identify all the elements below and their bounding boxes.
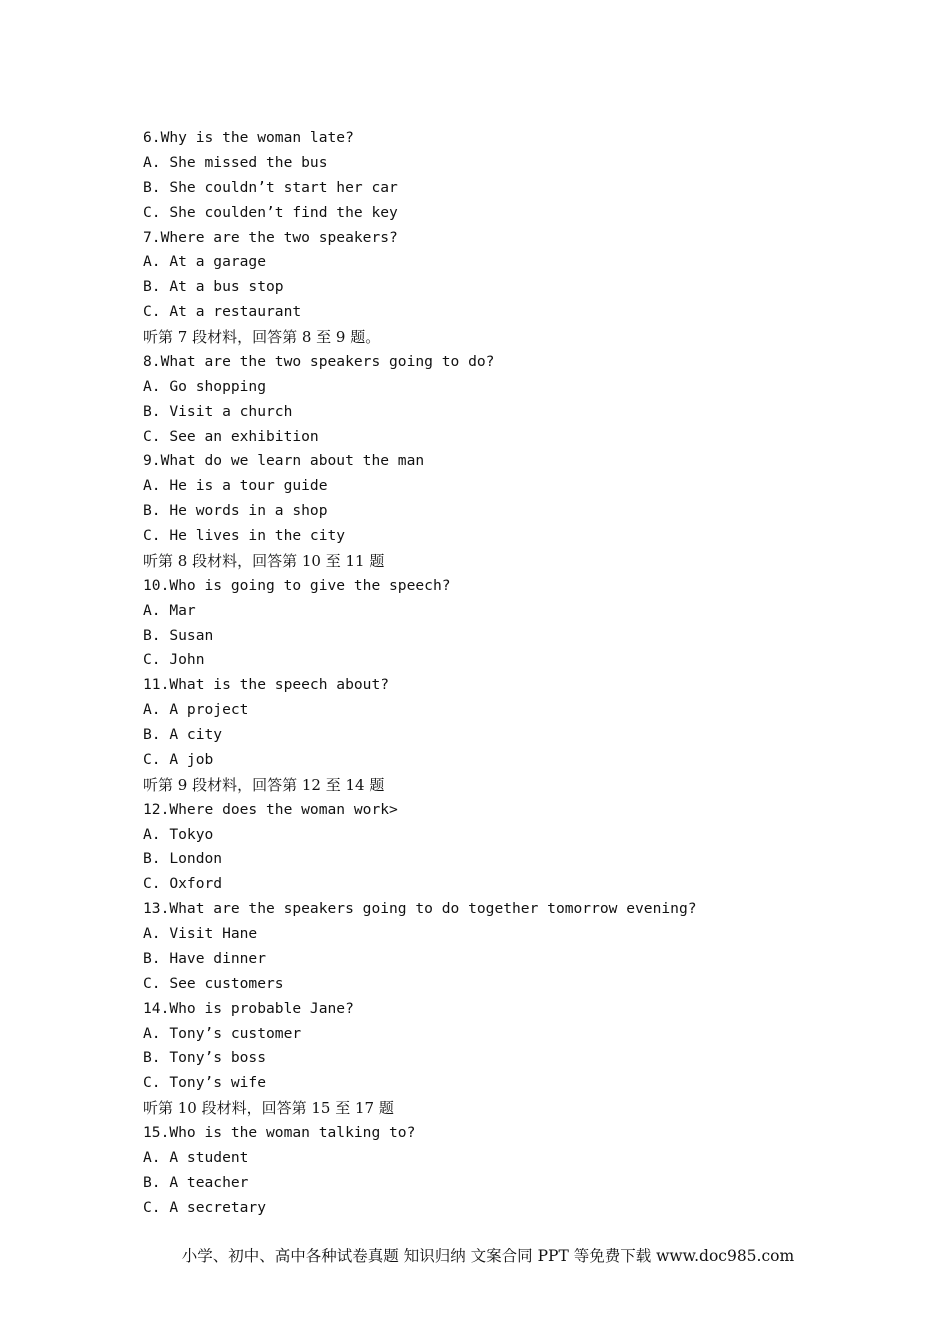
option-line: B. Visit a church	[143, 402, 293, 420]
option-line: A. She missed the bus	[143, 153, 328, 171]
option-line: A. Tony’s customer	[143, 1024, 302, 1042]
option-line: A. Tokyo	[143, 825, 214, 843]
option-line: C. John	[143, 651, 205, 669]
option-line: B. She couldn’t start her car	[143, 178, 398, 196]
section-heading: 听第 10 段材料，回答第 15 至 17 题	[143, 1099, 394, 1118]
option-line: C. See an exhibition	[143, 427, 319, 445]
option-line: C. A job	[143, 750, 214, 768]
option-line: C. Oxford	[143, 875, 223, 893]
question-line: 7.Where are the two speakers?	[143, 228, 398, 246]
question-line: 15.Who is the woman talking to?	[143, 1124, 416, 1141]
option-line: C. Tony’s wife	[143, 1074, 267, 1092]
question-line: 13.What are the speakers going to do together tomorrow evening?	[143, 900, 697, 918]
option-line: C. At a restaurant	[143, 303, 302, 321]
option-line: A. He is a tour guide	[143, 477, 328, 495]
option-line: A. At a garage	[143, 253, 267, 271]
option-line: B. Tony’s boss	[143, 1049, 267, 1067]
question-line: 11.What is the speech about?	[143, 676, 390, 694]
option-line: B. Susan	[143, 626, 214, 644]
question-line: 8.What are the two speakers going to do?	[143, 352, 495, 370]
option-line: A. Visit Hane	[143, 925, 258, 942]
section-heading: 听第 8 段材料，回答第 10 至 11 题	[143, 551, 385, 570]
option-line: A. A project	[143, 701, 249, 719]
option-line: C. She coulden’t find the key	[143, 203, 398, 221]
question-line: 9.What do we learn about the man	[143, 452, 425, 470]
question-line: 6.Why is the woman late?	[143, 129, 354, 146]
section-heading: 听第 9 段材料，回答第 12 至 14 题	[143, 775, 385, 794]
page-footer: 小学、初中、高中各种试卷真题 知识归纳 文案合同 PPT 等免费下载 www.doc985.com	[181, 1247, 795, 1265]
question-line: 12.Where does the woman work>	[143, 800, 398, 818]
option-line: C. He lives in the city	[143, 527, 346, 544]
option-line: B. At a bus stop	[143, 278, 284, 296]
option-line: B. London	[143, 850, 223, 868]
option-line: C. A secretary	[143, 1198, 267, 1216]
option-line: B. He words in a shop	[143, 502, 328, 520]
option-line: B. A city	[143, 726, 223, 743]
document-body	[143, 126, 903, 1221]
option-line: B. Have dinner	[143, 949, 267, 967]
option-line: B. A teacher	[143, 1173, 249, 1191]
option-line: A. Go shopping	[143, 377, 267, 395]
question-line: 14.Who is probable Jane?	[143, 999, 354, 1017]
option-line: C. See customers	[143, 974, 284, 992]
question-line: 10.Who is going to give the speech?	[143, 576, 451, 594]
option-line: A. A student	[143, 1148, 249, 1166]
section-heading: 听第 7 段材料，回答第 8 至 9 题。	[143, 328, 381, 346]
option-line: A. Mar	[143, 601, 196, 619]
